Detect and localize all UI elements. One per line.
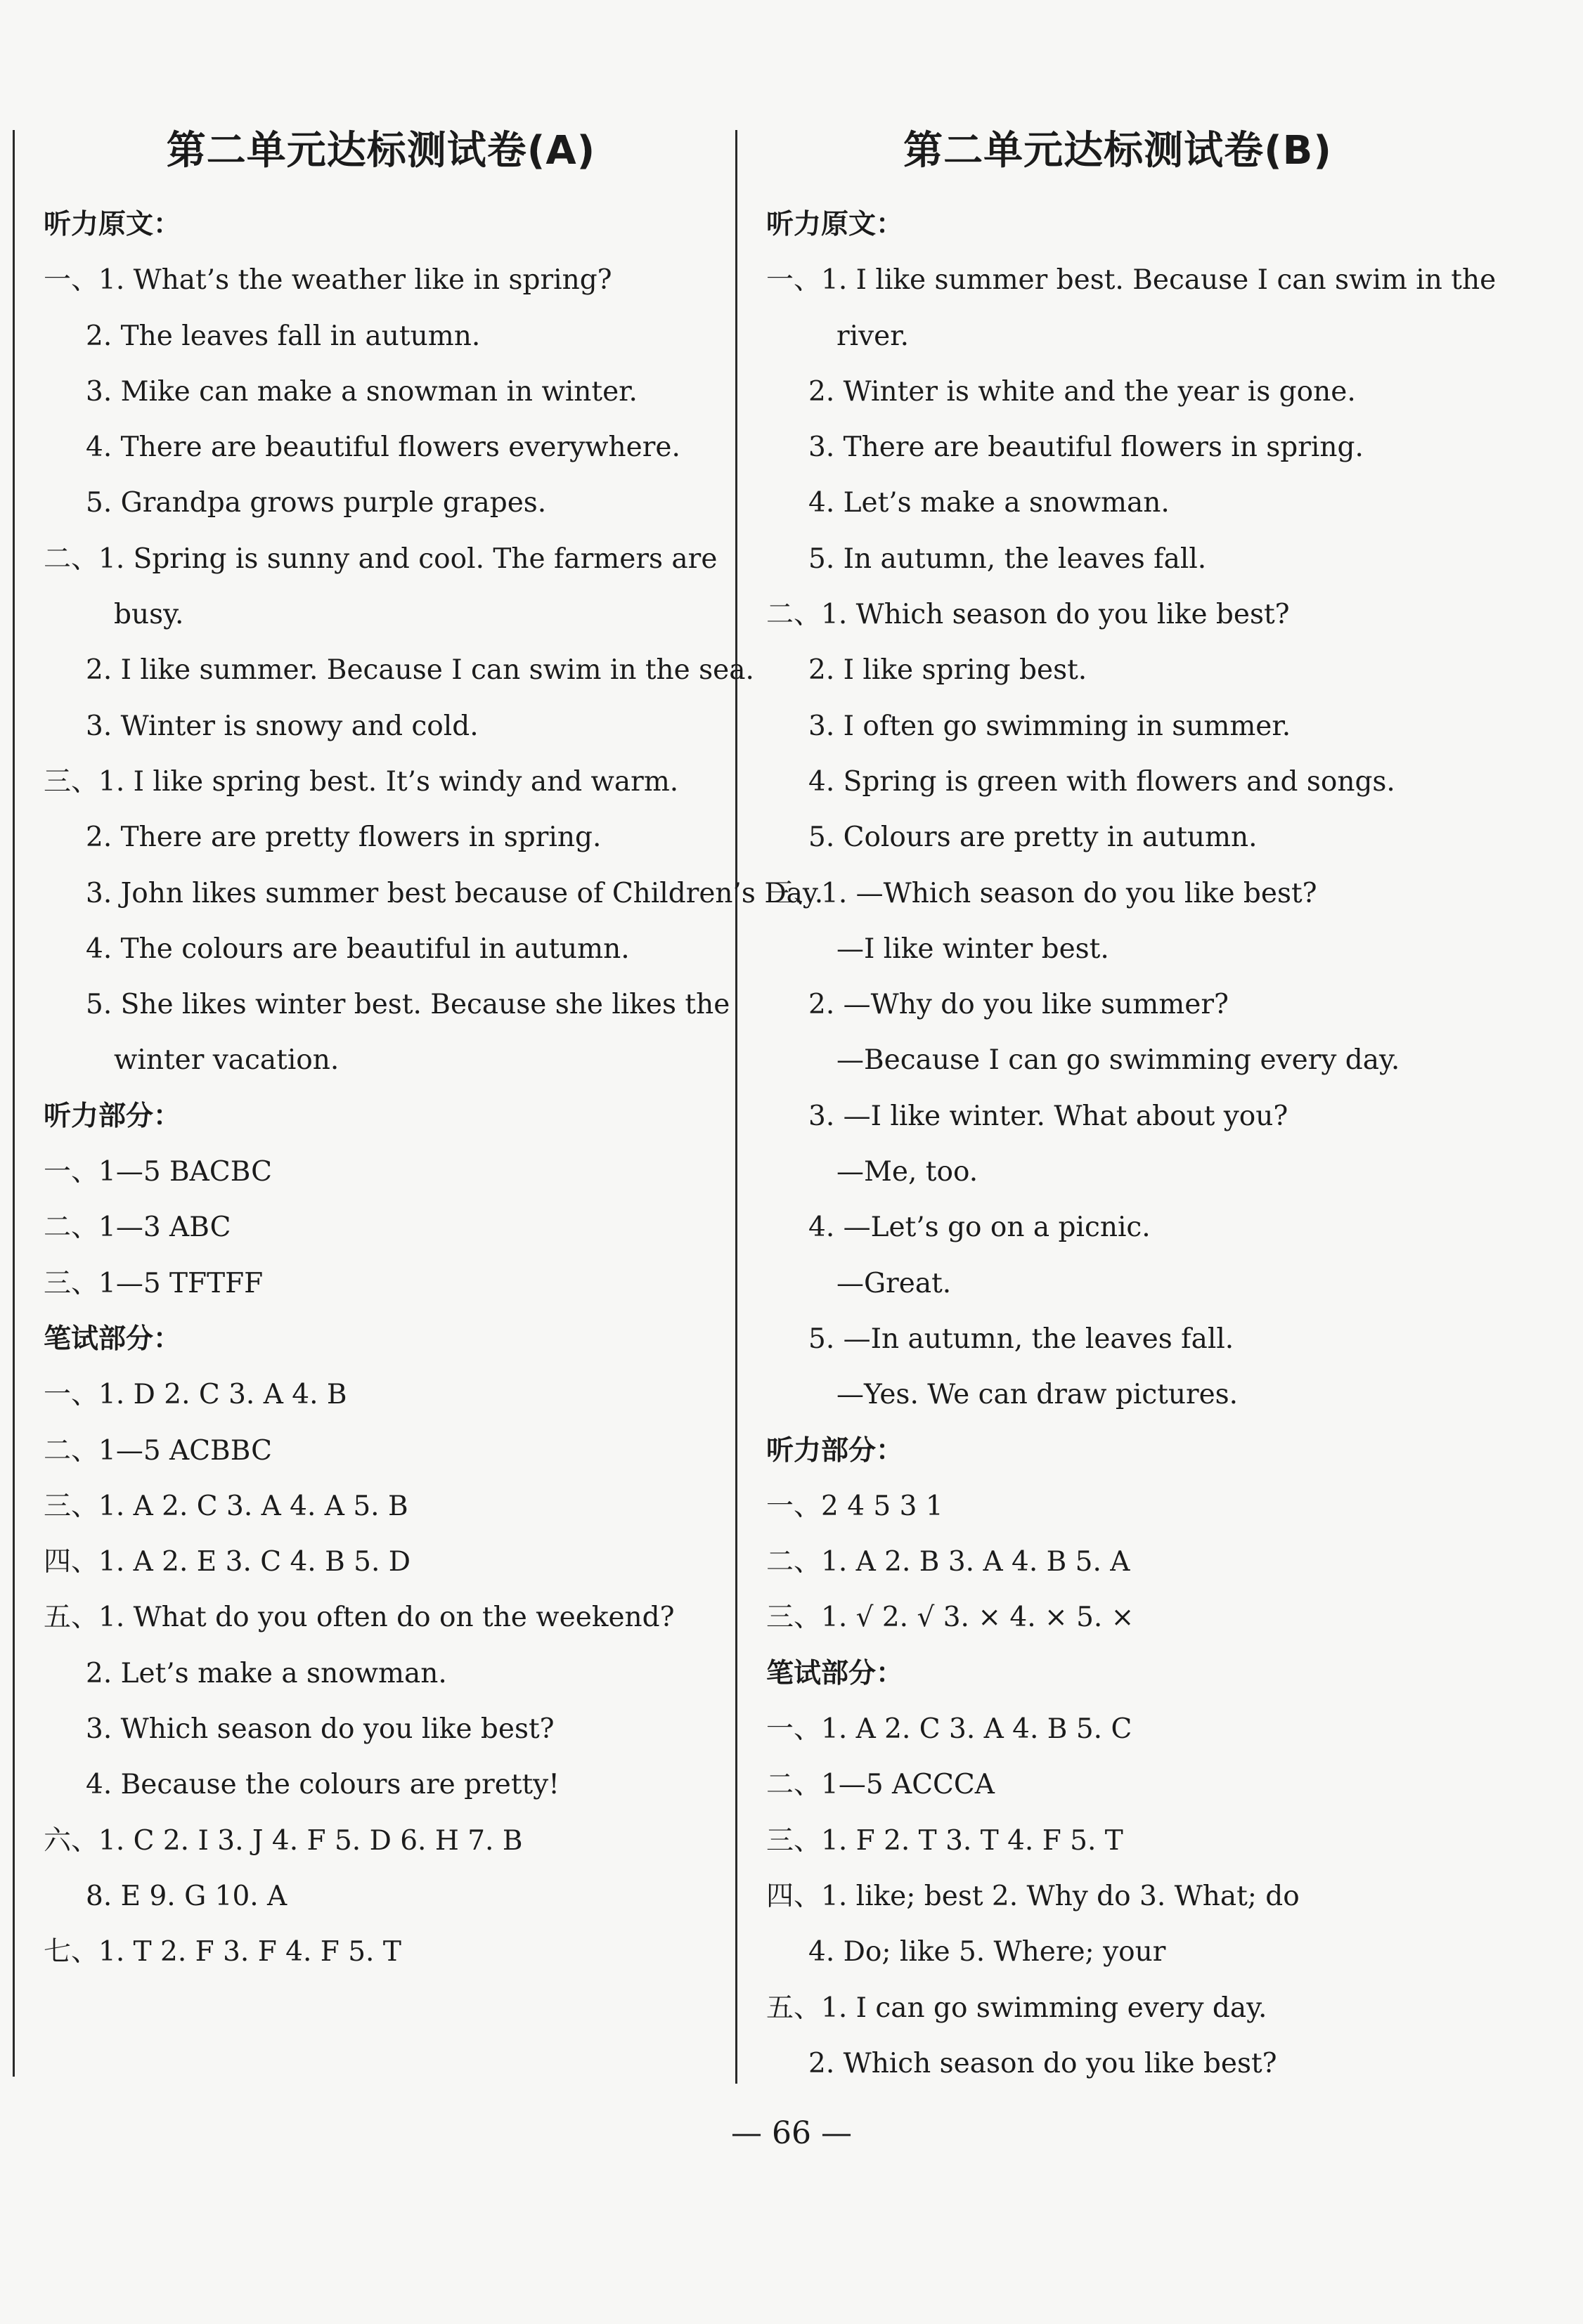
answer-line: busy. (114, 599, 184, 631)
right-title: 第二单元达标测试卷(B) (903, 128, 1332, 174)
answer-line: 六、1. C 2. I 3. J 4. F 5. D 6. H 7. B (44, 1824, 523, 1857)
answer-line: 2. The leaves fall in autumn. (86, 320, 481, 352)
answer-line: river. (836, 320, 909, 352)
answer-line: 5. —In autumn, the leaves fall. (808, 1323, 1234, 1355)
answer-line: 一、1. A 2. C 3. A 4. B 5. C (766, 1713, 1132, 1746)
answer-line: 3. Mike can make a snowman in winter. (86, 375, 638, 408)
left-answer-lines (44, 197, 824, 1980)
answer-line: 2. Winter is white and the year is gone. (808, 375, 1356, 408)
section-heading: 听力部分： (44, 1100, 181, 1132)
answer-line: 五、1. What do you often do on the weekend? (44, 1602, 675, 1634)
section-heading: 听力原文： (44, 209, 181, 240)
answer-line: 三、1—5 TFTFF (44, 1267, 264, 1299)
answer-line: 2. —Why do you like summer? (808, 989, 1229, 1021)
answer-line: 5. In autumn, the leaves fall. (808, 543, 1207, 575)
answer-line: 2. I like summer. Because I can swim in the sea. (86, 654, 754, 687)
answer-line: 三、1. A 2. C 3. A 4. A 5. B (44, 1490, 408, 1522)
answer-line: 4. Spring is green with flowers and songs. (808, 765, 1395, 798)
right-answer-lines (766, 197, 1497, 2091)
answer-line: 一、1. D 2. C 3. A 4. B (44, 1379, 347, 1411)
left-title: 第二单元达标测试卷(A) (166, 128, 596, 174)
answer-line: 3. Which season do you like best? (86, 1713, 555, 1746)
answer-line: 2. Which season do you like best? (808, 2047, 1277, 2079)
answer-line: 四、1. like; best 2. Why do 3. What; do (766, 1880, 1300, 1912)
section-heading: 听力部分： (766, 1434, 904, 1467)
answer-line: 4. There are beautiful flowers everywhere. (86, 431, 680, 464)
center-divider (735, 130, 737, 2084)
answer-line: 四、1. A 2. E 3. C 4. B 5. D (44, 1546, 411, 1578)
answer-line: 三、1. —Which season do you like best? (766, 877, 1317, 909)
left-column (44, 119, 824, 1980)
answer-line: 二、1. Which season do you like best? (766, 599, 1290, 631)
answer-line: 二、1—5 ACBBC (44, 1434, 272, 1467)
answer-line: 一、1. I like summer best. Because I can swim in the (766, 264, 1497, 297)
answer-line: 3. I often go swimming in summer. (808, 710, 1291, 742)
left-margin-rule (13, 130, 15, 2077)
answer-line: 七、1. T 2. F 3. F 4. F 5. T (44, 1936, 401, 1968)
answer-line: 5. She likes winter best. Because she likes the (86, 989, 730, 1021)
answer-line: 4. The colours are beautiful in autumn. (86, 933, 630, 965)
answer-line: —Because I can go swimming every day. (836, 1044, 1400, 1077)
answer-line: 4. Do; like 5. Where; your (808, 1936, 1166, 1968)
answer-line: 3. John likes summer best because of Children’s Day. (86, 877, 824, 909)
page-number: — 66 — (731, 2115, 852, 2151)
answer-line: 2. Let’s make a snowman. (86, 1657, 447, 1689)
answer-line: 5. Grandpa grows purple grapes. (86, 487, 547, 519)
answer-line: —Yes. We can draw pictures. (836, 1379, 1239, 1411)
answer-line: 2. I like spring best. (808, 654, 1087, 687)
answer-line: 三、1. √ 2. √ 3. × 4. × 5. × (766, 1602, 1135, 1634)
answer-line: —I like winter best. (836, 933, 1109, 965)
answer-line: 一、2 4 5 3 1 (766, 1490, 943, 1522)
section-heading: 听力原文： (766, 209, 904, 240)
answer-line: 3. There are beautiful flowers in spring. (808, 431, 1364, 464)
answer-line: 三、1. F 2. T 3. T 4. F 5. T (766, 1824, 1123, 1857)
section-heading: 笔试部分： (44, 1323, 181, 1355)
answer-line: 二、1. Spring is sunny and cool. The farmers are (44, 543, 718, 575)
answer-line: 3. —I like winter. What about you? (808, 1100, 1288, 1132)
answer-line: 五、1. I can go swimming every day. (766, 1992, 1267, 2024)
answer-line: 3. Winter is snowy and cold. (86, 710, 479, 742)
answer-line: 4. —Let’s go on a picnic. (808, 1212, 1151, 1244)
answer-line: 二、1. A 2. B 3. A 4. B 5. A (766, 1546, 1130, 1578)
answer-line: 三、1. I like spring best. It’s windy and warm. (44, 765, 679, 798)
answer-line: 二、1—3 ABC (44, 1212, 231, 1244)
answer-line: —Me, too. (836, 1156, 978, 1188)
section-heading: 笔试部分： (766, 1657, 904, 1689)
answer-line: 4. Let’s make a snowman. (808, 487, 1170, 519)
answer-line: —Great. (836, 1267, 952, 1299)
answer-line: 二、1—5 ACCCA (766, 1769, 995, 1801)
answer-line: 5. Colours are pretty in autumn. (808, 822, 1258, 854)
answer-line: winter vacation. (114, 1044, 340, 1077)
answer-line: 一、1. What’s the weather like in spring? (44, 264, 612, 297)
right-column (766, 119, 1497, 2091)
answer-line: 一、1—5 BACBC (44, 1156, 272, 1188)
answer-line: 2. There are pretty flowers in spring. (86, 822, 602, 854)
answer-line: 8. E 9. G 10. A (86, 1880, 287, 1912)
answer-line: 4. Because the colours are pretty! (86, 1769, 560, 1801)
